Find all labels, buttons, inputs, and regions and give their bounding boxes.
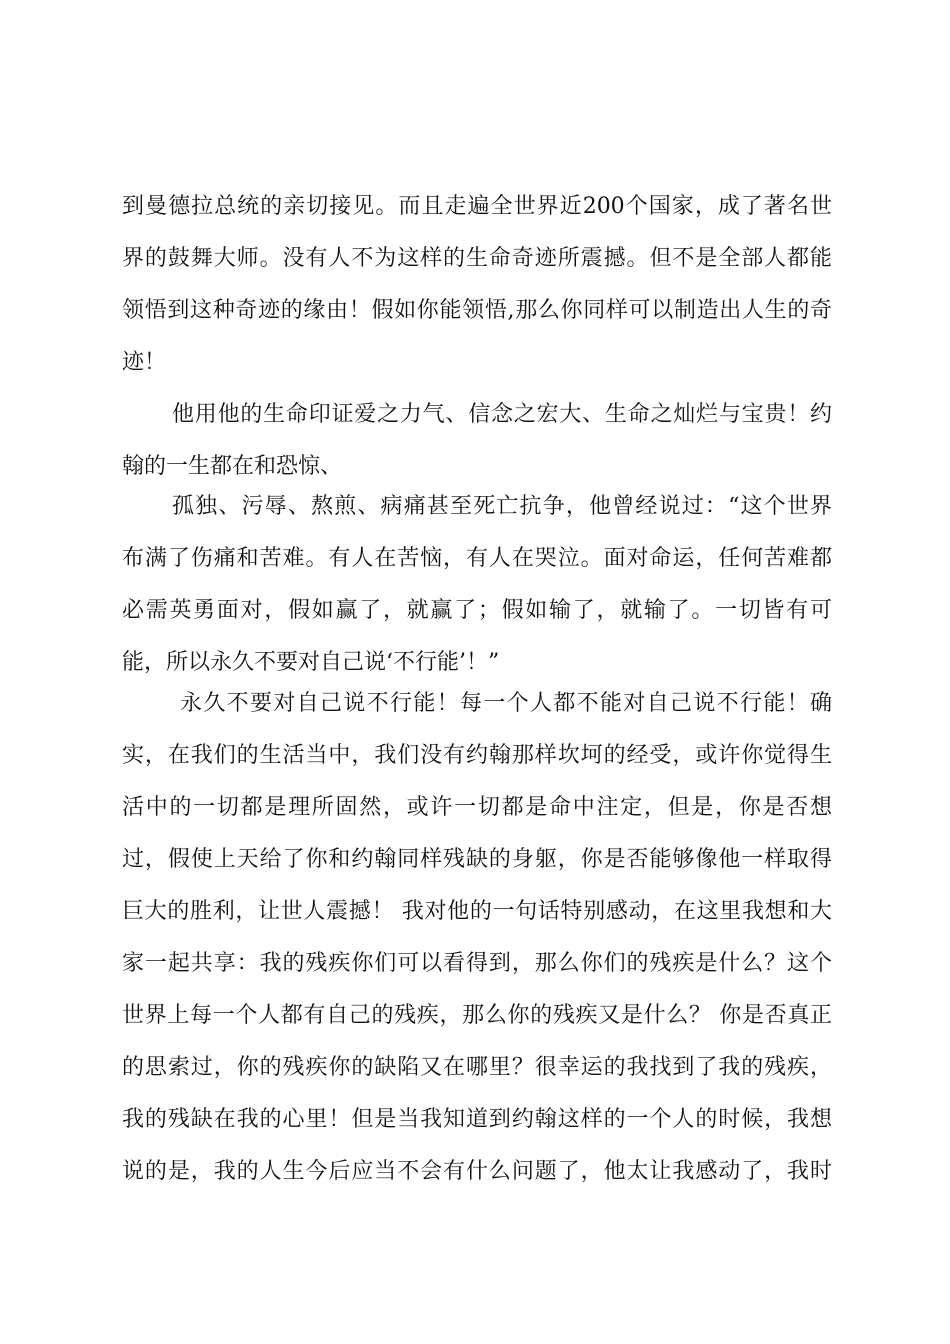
paragraph-line: 领悟到这种奇迹的缘由！假如你能领悟,那么你同样可以制造出人生的奇 <box>122 298 832 323</box>
paragraph-line: 他用他的生命印证爱之力气、信念之宏大、生命之灿烂与宝贵！约 <box>172 402 832 427</box>
paragraph-line: 翰的一生都在和恐惊、 <box>122 454 343 479</box>
paragraph-line: 孤独、污辱、熬煎、病痛甚至死亡抗争，他曾经说过：“这个世界 <box>172 494 832 519</box>
paragraph-line: 的思索过，你的残疾你的缺陷又在哪里？很幸运的我找到了我的残疾， <box>122 1055 832 1080</box>
paragraph-line: 布满了伤痛和苦难。有人在苦恼，有人在哭泣。面对命运，任何苦难都 <box>122 546 832 571</box>
paragraph-line: 说的是，我的人生今后应当不会有什么问题了，他太让我感动了，我时 <box>122 1159 832 1184</box>
paragraph-1 <box>122 181 832 389</box>
paragraph-line: 永久不要对自己说不行能！每一个人都不能对自己说不行能！确 <box>180 691 832 716</box>
paragraph-line: 世界上每一个人都有自己的残疾，那么你的残疾又是什么？ 你是否真正 <box>122 1003 832 1028</box>
paragraph-4 <box>122 678 832 1198</box>
paragraph-line: 活中的一切都是理所固然，或许一切都是命中注定，但是，你是否想 <box>122 795 832 820</box>
paragraph-line: 到曼德拉总统的亲切接见。而且走遍全世界近200个国家，成了著名世 <box>122 194 832 219</box>
paragraph-3 <box>122 481 832 689</box>
paragraph-line: 巨大的胜利，让世人震撼！ 我对他的一句话特别感动，在这里我想和大 <box>122 899 832 924</box>
paragraph-line: 实，在我们的生活当中，我们没有约翰那样坎坷的经受，或许你觉得生 <box>122 743 832 768</box>
paragraph-line: 家一起共享：我的残疾你们可以看得到，那么你们的残疾是什么？这个 <box>122 951 832 976</box>
paragraph-line: 过，假使上天给了你和约翰同样残缺的身躯，你是否能够像他一样取得 <box>122 847 832 872</box>
paragraph-line: 必需英勇面对，假如赢了，就赢了；假如输了，就输了。一切皆有可 <box>122 598 832 623</box>
paragraph-line: 迹！ <box>122 350 167 375</box>
paragraph-line: 界的鼓舞大师。没有人不为这样的生命奇迹所震撼。但不是全部人都能 <box>122 246 832 271</box>
paragraph-2 <box>122 389 832 493</box>
paragraph-line: 我的残缺在我的心里！但是当我知道到约翰这样的一个人的时候，我想 <box>122 1107 832 1132</box>
paragraph-line: 能，所以永久不要对自己说‘不行能’！” <box>122 650 500 675</box>
